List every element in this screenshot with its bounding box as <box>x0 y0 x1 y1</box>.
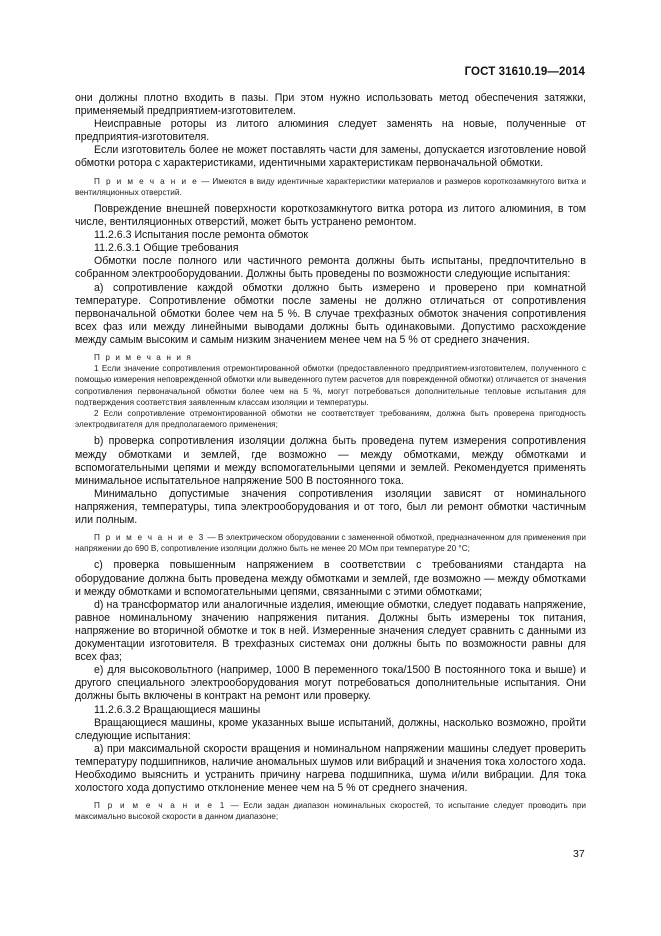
note-text: — В электрическом оборудовании с замененной обмоткой, предназначенном для применения при напряжении до 690 В, сопротивление изоляции должно быть не менее 20 МОм при температуре 20 °С; <box>75 533 586 554</box>
note-item: 2 Если сопротивление отремонтированной обмотки не соответствует требованиям, должна быть проверена пригодность электродвигателя для предполагаемого применения; <box>75 409 586 430</box>
note-text: — Если задан диапазон номинальных скоростей, то испытание следует проводить при максимально высокой скорости в данном диапазоне; <box>75 801 586 822</box>
section-heading: 11.2.6.3 Испытания после ремонта обмоток <box>94 229 309 242</box>
list-item: а) при максимальной скорости вращения и номинальном напряжении машины следует проверить температуру подшипников, наличие аномальных шумов или вибраций и значения тока холостого хода. Необходимо выяснить и устранить причину нагрева подшипника, шума и/или вибрации. Для тока холостого хода допустимо отклонение менее чем на 5 % от среднего значения. <box>75 742 586 795</box>
note-label: П р и м е ч а н и е <box>94 176 199 186</box>
list-item: b) проверка сопротивления изоляции должна быть проведена путем измерения сопротивления между обмотками и землей, где возможно — между обмотками, между обмотками и вспомогательными цепями и между вспомогательными цепями и землей. Рекомендуется применять минимальное испытательное напряжение 500 В постоянного тока. <box>75 435 586 487</box>
note <box>75 176 586 198</box>
document-body <box>75 92 586 823</box>
paragraph: Обмотки после полного или частичного ремонта должны быть испытаны, предпочтительно в собранном электрооборудовании. Должны быть проведены по возможности следующие испытания: <box>75 255 586 281</box>
list-item: с) проверка повышенным напряжением в соответствии с требованиями стандарта на оборудование должна быть проведена между обмотками и землей, где возможно — между обмотками и между обмотками и вспомогательными цепями, связанными с этими обмотками; <box>75 559 586 598</box>
note-label: П р и м е ч а н и е 1 <box>94 801 226 811</box>
list-item: е) для высоковольтного (например, 1000 В переменного тока/1500 В постоянного тока и выше) и другого специального электрооборудования могут потребоваться дополнительные испытания. Они должны быть включены в контракт на ремонт или проверку. <box>75 664 586 703</box>
section-heading: 11.2.6.3.1 Общие требования <box>94 242 239 255</box>
list-item: а) сопротивление каждой обмотки должно быть измерено и проверено при комнатной температуре. Сопротивление обмотки после замены не должно отличаться от сопротивления первоначальной обмотки более чем на 5 %. В случае трехфазных обмоток значения сопротивления всех фаз или между линейными выводами должны быть одинаковыми. Допустимо расхождение между самым высоким и самым низким значением менее чем на 5 % от среднего значения. <box>75 281 586 346</box>
paragraph: Если изготовитель более не может поставлять части для замены, допускается изготовление новой обмотки ротора с характеристиками, идентичными характеристикам первоначальной обмотки. <box>75 144 586 170</box>
paragraph: Повреждение внешней поверхности короткозамкнутого витка ротора из литого алюминия, в том числе, вентиляционных отверстий, может быть устранено ремонтом. <box>75 202 586 229</box>
note-item: 1 Если значение сопротивления отремонтированной обмотки (предоставленного предприятием-изготовителем, полученного с помощью измерения неповрежденной обмотки или выведенного путем расчетов для поврежденной обмотки) отличается от значения сопротивления первоначальной обмотки более чем на 5 %, могут потребоваться дополнительные тепловые испытания для подтверждения соответствия заявленным классам изоляции и температуры. <box>75 364 586 407</box>
page-number: 37 <box>573 848 585 860</box>
note-text: — Имеются в виду идентичные характеристики материалов и размеров короткозамкнутого витка и вентиляционных отверстий. <box>75 176 586 197</box>
note <box>75 532 586 554</box>
paragraph: Неисправные роторы из литого алюминия следует заменять на новые, полученные от предприятия-изготовителя. <box>75 118 586 144</box>
notes-heading: П р и м е ч а н и я <box>94 353 193 362</box>
standard-number: ГОСТ 31610.19—2014 <box>464 66 585 78</box>
note <box>75 800 586 822</box>
list-item: d) на трансформатор или аналогичные изделия, имеющие обмотки, следует подавать напряжение, равное номинальному значению напряжения питания. Должны быть измерены ток питания, напряжение во вторичной обмотке и ток в ней. Измеренные значения следует сравнить с данными из документации изготовителя. В трехфазных системах они должны быть по возможности равны для всех фаз; <box>75 598 586 664</box>
note-label: П р и м е ч а н и е 3 <box>94 533 205 543</box>
paragraph: они должны плотно входить в пазы. При этом нужно использовать метод обеспечения затяжки, применяемый предприятием-изготовителем. <box>75 92 586 118</box>
paragraph: Вращающиеся машины, кроме указанных выше испытаний, должны, насколько возможно, пройти следующие испытания: <box>75 716 586 742</box>
paragraph: Минимально допустимые значения сопротивления изоляции зависят от номинального напряжения, температуры, типа электрооборудования и от того, был ли ремонт обмотки частичным или полным. <box>75 487 586 526</box>
section-heading: 11.2.6.3.2 Вращающиеся машины <box>94 703 261 716</box>
